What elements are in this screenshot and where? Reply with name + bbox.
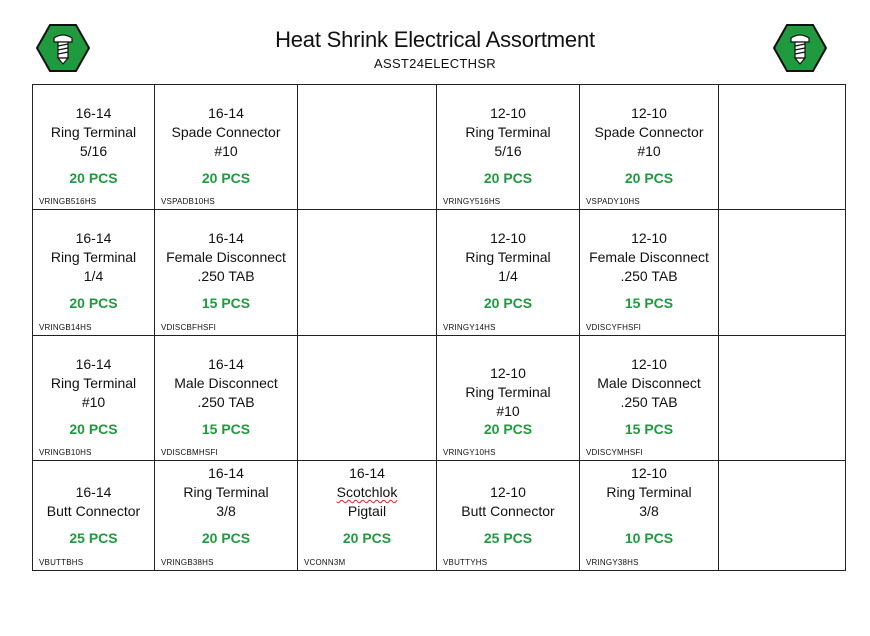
product-line: Ring Terminal bbox=[465, 249, 551, 265]
product-line: Ring Terminal bbox=[465, 124, 551, 140]
product-line: 5/16 bbox=[494, 143, 522, 159]
quantity-label: 20 PCS bbox=[483, 295, 533, 311]
wire-gauge: 16-14 bbox=[208, 465, 244, 481]
product-line: .250 TAB bbox=[620, 394, 678, 410]
product-line: Spade Connector bbox=[171, 124, 281, 140]
product-line: #10 bbox=[214, 143, 238, 159]
product-description bbox=[298, 464, 436, 521]
product-description bbox=[437, 229, 579, 286]
product-cell bbox=[437, 85, 580, 210]
product-cell bbox=[33, 210, 155, 336]
page-title: Heat Shrink Electrical Assortment bbox=[275, 27, 595, 52]
product-line: 1/4 bbox=[83, 268, 104, 284]
wire-gauge: 16-14 bbox=[208, 230, 244, 246]
wire-gauge: 16-14 bbox=[208, 356, 244, 372]
product-cell bbox=[437, 461, 580, 570]
wire-gauge: 16-14 bbox=[349, 465, 385, 481]
product-description bbox=[33, 355, 154, 412]
sku-code: VRINGB14HS bbox=[39, 323, 92, 332]
empty-cell bbox=[298, 210, 437, 336]
product-cell bbox=[155, 461, 298, 570]
wire-gauge: 12-10 bbox=[490, 365, 526, 381]
empty-cell bbox=[298, 85, 437, 210]
quantity-label: 15 PCS bbox=[624, 421, 674, 437]
sku-code: VSPADB10HS bbox=[161, 197, 215, 206]
quantity-label: 15 PCS bbox=[201, 295, 251, 311]
product-cell bbox=[155, 85, 298, 210]
product-line: 3/8 bbox=[639, 503, 659, 519]
sku-code: VRINGY516HS bbox=[443, 197, 501, 206]
product-cell bbox=[33, 461, 155, 570]
product-line: Male Disconnect bbox=[597, 375, 701, 391]
quantity-label: 20 PCS bbox=[483, 170, 533, 186]
product-line: Ring Terminal bbox=[606, 484, 692, 500]
wire-gauge: 12-10 bbox=[631, 356, 667, 372]
sku-code: VDISCYFHSFI bbox=[586, 323, 642, 332]
sku-code: VRINGY10HS bbox=[443, 448, 496, 457]
quantity-label: 20 PCS bbox=[483, 421, 533, 437]
product-line: Ring Terminal bbox=[50, 124, 137, 140]
product-line: Spade Connector bbox=[594, 124, 704, 140]
product-description bbox=[580, 104, 718, 161]
product-line: 1/4 bbox=[498, 268, 518, 284]
product-line: .250 TAB bbox=[197, 268, 255, 284]
product-line: Ring Terminal bbox=[50, 375, 137, 391]
product-line: Female Disconnect bbox=[166, 249, 286, 265]
sku-code: VDISCBFHSFI bbox=[161, 323, 217, 332]
sku-code: VRINGB516HS bbox=[39, 197, 97, 206]
quantity-label: 20 PCS bbox=[624, 170, 674, 186]
product-line: 3/8 bbox=[216, 503, 236, 519]
product-cell bbox=[580, 85, 719, 210]
wire-gauge: 12-10 bbox=[490, 230, 526, 246]
product-description bbox=[155, 104, 297, 161]
quantity-label: 20 PCS bbox=[69, 421, 118, 437]
sku-code: VSPADY10HS bbox=[586, 197, 640, 206]
product-line: .250 TAB bbox=[620, 268, 678, 284]
quantity-label: 20 PCS bbox=[201, 530, 251, 546]
product-description bbox=[437, 104, 579, 161]
wire-gauge: 12-10 bbox=[490, 484, 526, 500]
quantity-label: 10 PCS bbox=[624, 530, 674, 546]
sku-code: VBUTTYHS bbox=[443, 558, 488, 567]
quantity-label: 20 PCS bbox=[69, 170, 118, 186]
product-line: #10 bbox=[637, 143, 661, 159]
product-cell bbox=[33, 85, 155, 210]
product-cell bbox=[33, 336, 155, 461]
product-line: Ring Terminal bbox=[183, 484, 269, 500]
wire-gauge: 16-14 bbox=[75, 356, 112, 372]
wire-gauge: 16-14 bbox=[208, 105, 244, 121]
quantity-label: 20 PCS bbox=[69, 295, 118, 311]
product-description bbox=[155, 464, 297, 521]
sku-code: VDISCYMHSFI bbox=[586, 448, 643, 457]
product-cell bbox=[298, 461, 437, 570]
product-cell bbox=[580, 461, 719, 570]
sku-code: VCONN3M bbox=[304, 558, 346, 567]
wire-gauge: 12-10 bbox=[490, 105, 526, 121]
wire-gauge: 12-10 bbox=[631, 105, 667, 121]
product-cell bbox=[580, 210, 719, 336]
product-line: Ring Terminal bbox=[465, 384, 551, 400]
quantity-label: 20 PCS bbox=[201, 170, 251, 186]
product-description bbox=[155, 355, 297, 412]
product-cell bbox=[437, 210, 580, 336]
product-line: Butt Connector bbox=[46, 503, 141, 519]
wire-gauge: 12-10 bbox=[631, 465, 667, 481]
product-description bbox=[580, 229, 718, 286]
product-cell bbox=[580, 336, 719, 461]
product-cell bbox=[155, 210, 298, 336]
empty-cell bbox=[719, 210, 845, 336]
quantity-label: 15 PCS bbox=[201, 421, 251, 437]
empty-cell bbox=[719, 336, 845, 461]
sku-code: VBUTTBHS bbox=[39, 558, 84, 567]
product-description bbox=[580, 355, 718, 412]
empty-cell bbox=[298, 336, 437, 461]
empty-cell bbox=[719, 461, 845, 570]
product-description bbox=[33, 229, 154, 286]
product-line: Female Disconnect bbox=[589, 249, 709, 265]
product-description bbox=[33, 483, 154, 521]
wire-gauge: 16-14 bbox=[75, 230, 112, 246]
product-line: #10 bbox=[496, 403, 520, 419]
sku-code: VDISCBMHSFI bbox=[161, 448, 218, 457]
product-line: Pigtail bbox=[347, 503, 387, 519]
product-line: Male Disconnect bbox=[174, 375, 278, 391]
product-cell bbox=[155, 336, 298, 461]
quantity-label: 25 PCS bbox=[69, 530, 118, 546]
product-line: Butt Connector bbox=[461, 503, 555, 519]
sku-code: VRINGB38HS bbox=[161, 558, 214, 567]
sku-code: VRINGB10HS bbox=[39, 448, 92, 457]
sku-code: VRINGY38HS bbox=[586, 558, 639, 567]
product-description bbox=[33, 104, 154, 161]
product-description bbox=[437, 483, 579, 521]
empty-cell bbox=[719, 85, 845, 210]
product-line: .250 TAB bbox=[197, 394, 255, 410]
assortment-grid bbox=[32, 84, 846, 571]
product-line: Ring Terminal bbox=[50, 249, 137, 265]
wire-gauge: 12-10 bbox=[631, 230, 667, 246]
quantity-label: 15 PCS bbox=[624, 295, 674, 311]
sku-code: VRINGY14HS bbox=[443, 323, 496, 332]
product-line: 5/16 bbox=[79, 143, 108, 159]
product-cell bbox=[437, 336, 580, 461]
product-description bbox=[580, 464, 718, 521]
quantity-label: 20 PCS bbox=[342, 530, 392, 546]
wire-gauge: 16-14 bbox=[75, 484, 112, 500]
product-description bbox=[155, 229, 297, 286]
product-line: Scotchlok bbox=[336, 484, 398, 500]
page-subtitle: ASST24ELECTHSR bbox=[374, 56, 496, 71]
product-line: #10 bbox=[81, 394, 106, 410]
product-description bbox=[437, 364, 579, 421]
quantity-label: 25 PCS bbox=[483, 530, 533, 546]
wire-gauge: 16-14 bbox=[75, 105, 112, 121]
